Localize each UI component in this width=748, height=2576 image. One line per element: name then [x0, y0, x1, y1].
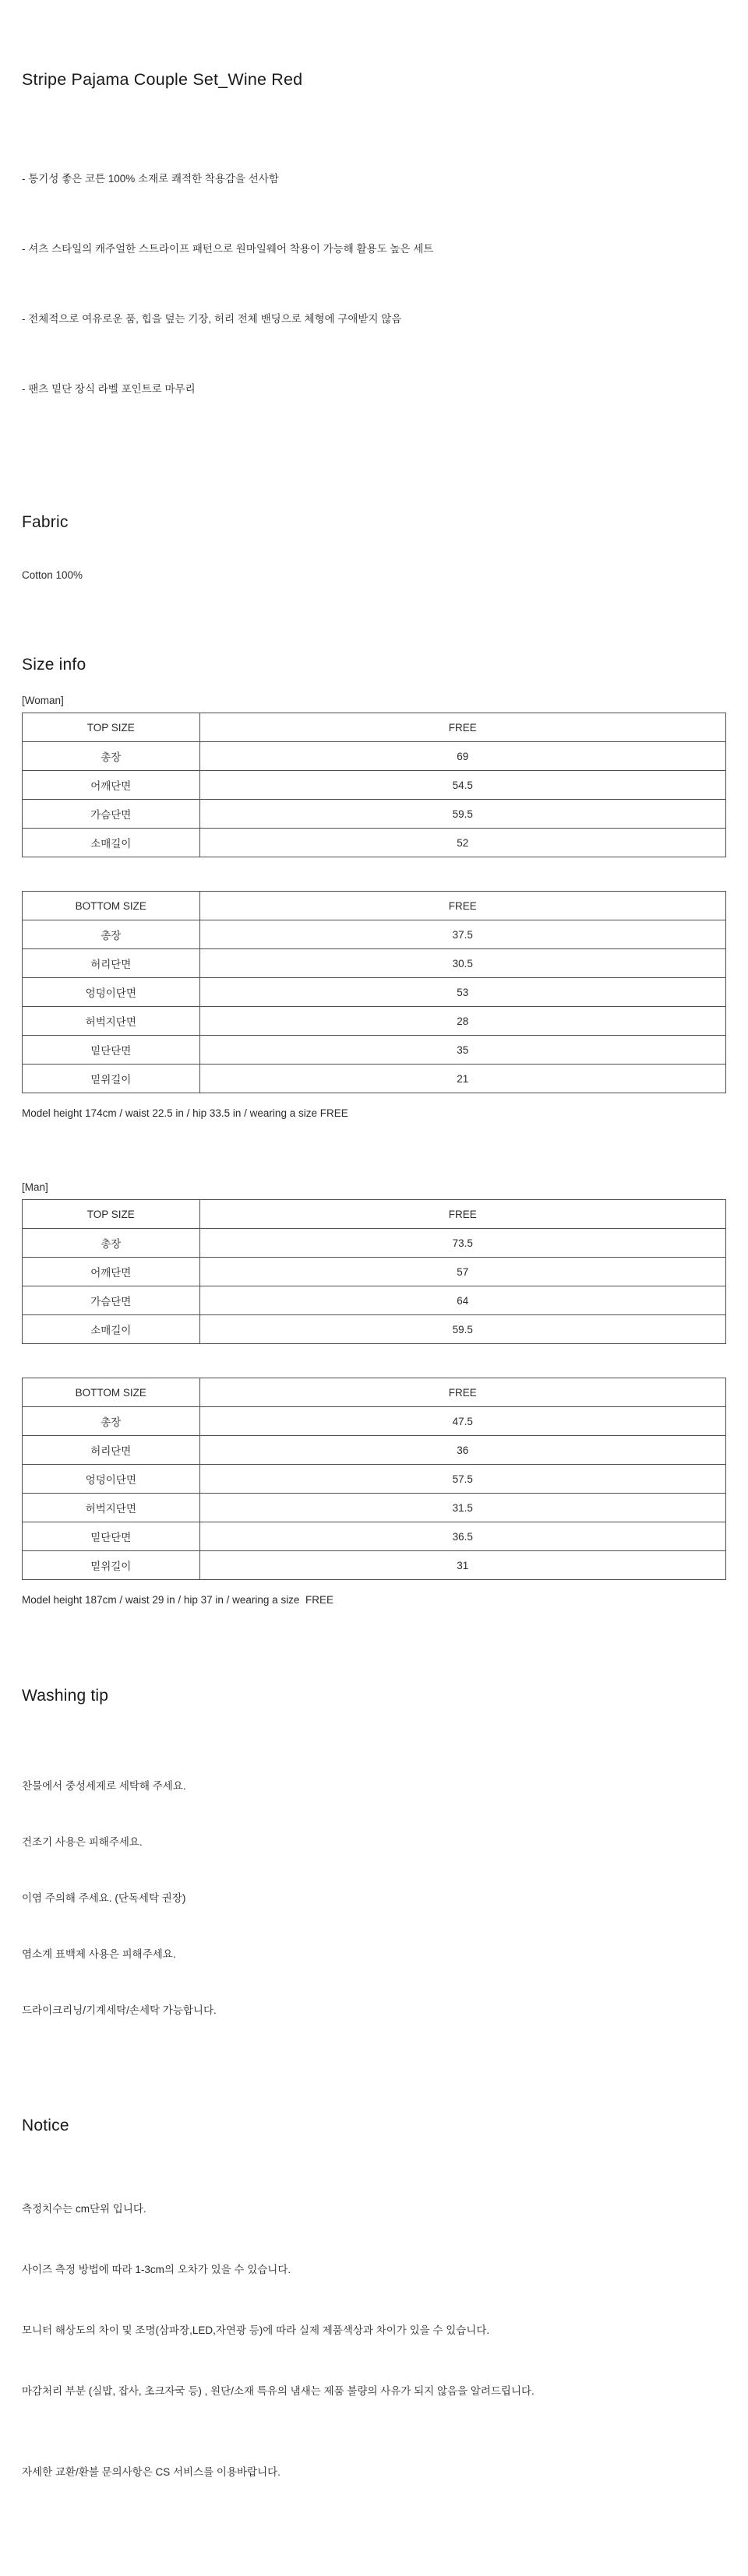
- size-header-cell: TOP SIZE: [23, 713, 200, 742]
- size-value-cell: 52: [199, 829, 725, 857]
- table-row: [23, 1036, 726, 1065]
- size-label-cell: 어깨단면: [23, 1258, 200, 1286]
- size-label-cell: 총장: [23, 1229, 200, 1258]
- man-top-size-table: [22, 1199, 726, 1344]
- table-row: [23, 800, 726, 829]
- size-label-cell: 허벅지단면: [23, 1494, 200, 1522]
- size-value-cell: 57.5: [199, 1465, 725, 1494]
- feature-list: [22, 121, 726, 448]
- washing-tip-line: 염소계 표백제 사용은 피해주세요.: [22, 1948, 176, 1960]
- table-row: [23, 1378, 726, 1407]
- table-row: [23, 1436, 726, 1465]
- size-header-cell: BOTTOM SIZE: [23, 892, 200, 920]
- size-label-cell: 허리단면: [23, 1436, 200, 1465]
- woman-model-info: Model height 174cm / waist 22.5 in / hip 33.5 in / wearing a size FREE: [22, 1107, 348, 1119]
- size-value-cell: 57: [199, 1258, 725, 1286]
- notice-line: 마감처리 부분 (실밥, 잡사, 초크자국 등) , 원단/소재 특유의 냄새는 제품 불량의 사유가 되지 않음을 알려드립니다.: [22, 2385, 535, 2397]
- table-row: [23, 829, 726, 857]
- size-label-cell: 밑위길이: [23, 1065, 200, 1093]
- notice-line: 측정치수는 cm단위 입니다.: [22, 2203, 146, 2215]
- size-label-cell: 소매길이: [23, 829, 200, 857]
- page-title: Stripe Pajama Couple Set_Wine Red: [22, 70, 303, 89]
- size-value-cell: 53: [199, 978, 725, 1007]
- size-value-cell: 37.5: [199, 920, 725, 949]
- size-value-cell: 59.5: [199, 1315, 725, 1344]
- size-label-cell: 밑단단면: [23, 1036, 200, 1065]
- size-label-cell: 총장: [23, 920, 200, 949]
- feature-item: - 셔츠 스타일의 캐주얼한 스트라이프 패턴으로 원마일웨어 착용이 가능해 활용도 높은 세트: [22, 243, 434, 255]
- size-label-cell: 총장: [23, 1407, 200, 1436]
- size-info-heading: Size info: [22, 656, 86, 674]
- size-label-cell: 엉덩이단면: [23, 1465, 200, 1494]
- table-row: [23, 1494, 726, 1522]
- table-row: [23, 1065, 726, 1093]
- table-row: [23, 1286, 726, 1315]
- woman-section-label: [Woman]: [22, 695, 64, 706]
- man-section-label: [Man]: [22, 1181, 48, 1193]
- feature-item: - 통기성 좋은 코튼 100% 소재로 쾌적한 착용감을 선사함: [22, 173, 279, 185]
- table-row: [23, 1407, 726, 1436]
- size-label-cell: 가슴단면: [23, 1286, 200, 1315]
- table-row: [23, 892, 726, 920]
- size-label-cell: 가슴단면: [23, 800, 200, 829]
- woman-top-size-table: [22, 713, 726, 857]
- size-header-cell: FREE: [199, 1378, 725, 1407]
- washing-tip-line: 드라이크리닝/기계세탁/손세탁 가능합니다.: [22, 2004, 217, 2016]
- washing-tip-line: 이염 주의해 주세요. (단독세탁 권장): [22, 1892, 186, 1904]
- table-row: [23, 949, 726, 978]
- table-row: [23, 978, 726, 1007]
- table-row: [23, 771, 726, 800]
- table-row: [23, 742, 726, 771]
- size-header-cell: TOP SIZE: [23, 1200, 200, 1229]
- size-value-cell: 21: [199, 1065, 725, 1093]
- size-header-cell: FREE: [199, 892, 725, 920]
- table-row: [23, 1551, 726, 1580]
- size-label-cell: 어깨단면: [23, 771, 200, 800]
- table-row: [23, 920, 726, 949]
- size-value-cell: 36: [199, 1436, 725, 1465]
- size-label-cell: 밑단단면: [23, 1522, 200, 1551]
- size-label-cell: 허벅지단면: [23, 1007, 200, 1036]
- washing-tip-heading: Washing tip: [22, 1687, 109, 1705]
- size-value-cell: 64: [199, 1286, 725, 1315]
- size-value-cell: 69: [199, 742, 725, 771]
- size-value-cell: 35: [199, 1036, 725, 1065]
- table-row: [23, 1465, 726, 1494]
- fabric-content: Cotton 100%: [22, 569, 83, 581]
- table-row: [23, 1200, 726, 1229]
- size-value-cell: 30.5: [199, 949, 725, 978]
- size-value-cell: 73.5: [199, 1229, 725, 1258]
- fabric-heading: Fabric: [22, 513, 69, 531]
- size-label-cell: 허리단면: [23, 949, 200, 978]
- washing-tip-line: 건조기 사용은 피해주세요.: [22, 1836, 143, 1848]
- size-header-cell: FREE: [199, 1200, 725, 1229]
- size-value-cell: 31.5: [199, 1494, 725, 1522]
- feature-item: - 팬츠 밑단 장식 라벨 포인트로 마무리: [22, 383, 196, 395]
- notice-lines: [22, 2159, 726, 2442]
- table-row: [23, 1522, 726, 1551]
- size-value-cell: 47.5: [199, 1407, 725, 1436]
- woman-bottom-size-table: [22, 891, 726, 1093]
- table-row: [23, 1315, 726, 1344]
- size-label-cell: 엉덩이단면: [23, 978, 200, 1007]
- table-row: [23, 1258, 726, 1286]
- size-header-cell: BOTTOM SIZE: [23, 1378, 200, 1407]
- washing-tip-lines: [22, 1740, 726, 2057]
- man-model-info: Model height 187cm / waist 29 in / hip 37 in / wearing a size FREE: [22, 1594, 333, 1606]
- size-label-cell: 소매길이: [23, 1315, 200, 1344]
- notice-line: 모니터 해상도의 차이 및 조명(삼파장,LED,자연광 등)에 따라 실제 제품색상과 차이가 있을 수 있습니다.: [22, 2324, 490, 2336]
- notice-line: 사이즈 측정 방법에 따라 1-3cm의 오차가 있을 수 있습니다.: [22, 2264, 291, 2275]
- table-row: [23, 1229, 726, 1258]
- washing-tip-line: 찬물에서 중성세제로 세탁해 주세요.: [22, 1780, 186, 1792]
- size-header-cell: FREE: [199, 713, 725, 742]
- size-value-cell: 54.5: [199, 771, 725, 800]
- size-label-cell: 밑위길이: [23, 1551, 200, 1580]
- man-bottom-size-table: [22, 1378, 726, 1580]
- size-label-cell: 총장: [23, 742, 200, 771]
- size-value-cell: 59.5: [199, 800, 725, 829]
- feature-item: - 전체적으로 여유로운 품, 힙을 덮는 기장, 허리 전체 밴딩으로 체형에 구애받지 않음: [22, 313, 402, 325]
- table-row: [23, 1007, 726, 1036]
- size-value-cell: 31: [199, 1551, 725, 1580]
- size-value-cell: 36.5: [199, 1522, 725, 1551]
- cs-info-line: 자세한 교환/환불 문의사항은 CS 서비스를 이용바랍니다.: [22, 2466, 280, 2478]
- notice-heading: Notice: [22, 2117, 69, 2134]
- size-value-cell: 28: [199, 1007, 725, 1036]
- table-row: [23, 713, 726, 742]
